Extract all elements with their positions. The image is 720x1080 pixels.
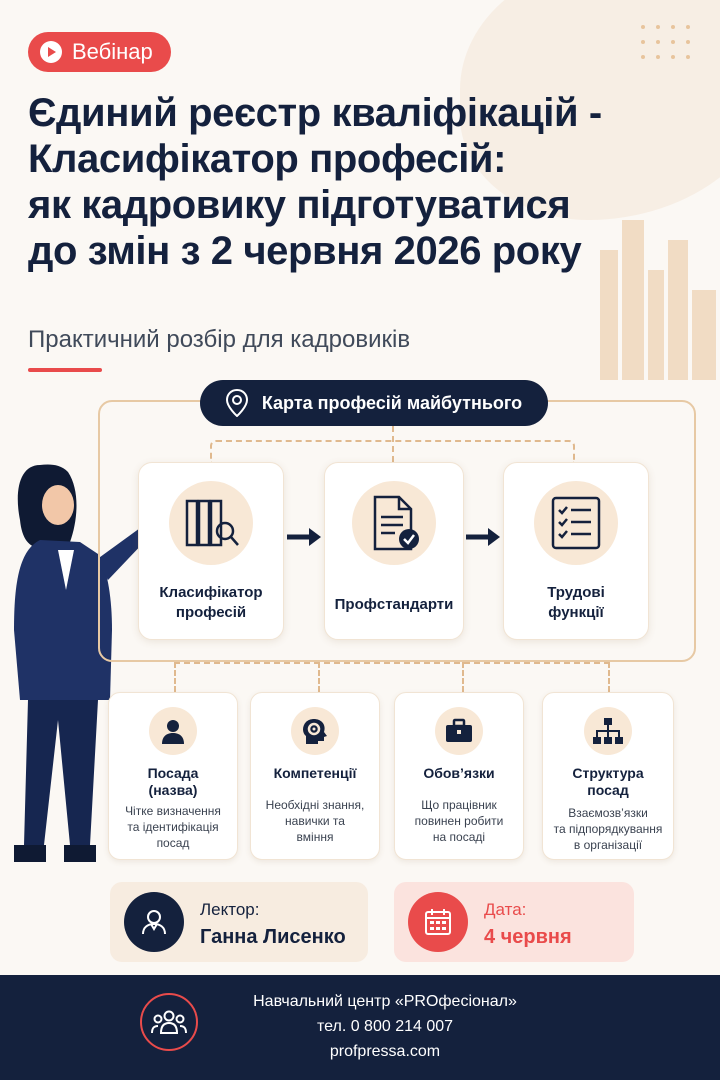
title-line: як кадровику підготуватися xyxy=(28,183,571,227)
subtitle: Практичний розбір для кадровиків xyxy=(28,326,411,353)
page-title xyxy=(28,90,698,274)
career-map-title: Карта професій майбутнього xyxy=(261,392,523,413)
location-pin-icon xyxy=(226,389,248,417)
detail-title: Компетенції xyxy=(273,765,357,781)
detail-description: Чітке визначення та ідентифікація посад xyxy=(125,804,221,850)
career-map-label xyxy=(200,380,548,426)
connector-line xyxy=(392,426,394,462)
map-card-classifier xyxy=(138,462,284,640)
connector-line xyxy=(174,662,610,692)
lecturer-icon xyxy=(138,906,170,938)
accent-underline xyxy=(28,368,102,372)
card-label: Класифікатор професій xyxy=(159,584,263,621)
org-chart-icon xyxy=(592,717,624,745)
detail-icon-circle xyxy=(435,707,483,755)
briefcase-icon xyxy=(444,718,474,744)
arrow-right-icon xyxy=(464,526,502,548)
detail-icon-circle xyxy=(149,707,197,755)
connector-line xyxy=(462,662,464,692)
date-box xyxy=(394,882,634,962)
date-icon-circle xyxy=(408,892,468,952)
calendar-icon xyxy=(422,906,454,938)
map-card-standards xyxy=(324,462,464,640)
date-value: 4 червня xyxy=(484,926,572,948)
card-icon-circle xyxy=(352,481,436,565)
detail-card-position xyxy=(108,692,238,860)
detail-description: Що працівник повинен робити на посаді xyxy=(414,798,504,844)
detail-icon-circle xyxy=(291,707,339,755)
detail-description: Необхідні знання, навички та вміння xyxy=(265,798,365,844)
lecturer-key: Лектор: xyxy=(200,900,260,919)
map-card-functions xyxy=(503,462,649,640)
detail-card-structure xyxy=(542,692,674,860)
card-label: Трудові функції xyxy=(547,584,605,621)
checklist-icon xyxy=(549,494,603,552)
person-icon xyxy=(159,717,187,745)
badge-label: Вебінар xyxy=(72,39,153,64)
lecturer-box xyxy=(110,882,368,962)
play-icon xyxy=(40,41,62,63)
date-key: Дата: xyxy=(484,900,527,919)
arrow-right-icon xyxy=(285,526,323,548)
detail-title: Посада (назва) xyxy=(147,765,199,798)
title-line: Класифікатор професій: xyxy=(28,137,507,181)
title-line: Єдиний реєстр кваліфікацій - xyxy=(28,91,602,135)
connector-line xyxy=(318,662,320,692)
card-icon-circle xyxy=(534,481,618,565)
detail-icon-circle xyxy=(584,707,632,755)
lecturer-avatar xyxy=(124,892,184,952)
detail-title: Структура посад xyxy=(572,765,644,798)
folders-magnifier-icon xyxy=(181,495,241,551)
dots-decoration xyxy=(638,22,698,72)
webinar-badge xyxy=(28,32,171,72)
document-check-icon xyxy=(367,493,421,553)
lecturer-name: Ганна Лисенко xyxy=(200,926,346,948)
detail-title: Обов’язки xyxy=(423,765,495,781)
head-gear-icon xyxy=(300,716,330,746)
org-website[interactable]: profpressa.com xyxy=(329,1043,441,1060)
card-icon-circle xyxy=(169,481,253,565)
footer xyxy=(0,975,720,1080)
detail-description: Взаємозв’язки та підпорядкування в організації xyxy=(553,806,663,852)
org-phone: тел. 0 800 214 007 xyxy=(316,1018,454,1035)
card-label: Профстандарти xyxy=(334,596,454,613)
title-line: до змін з 2 червня 2026 року xyxy=(28,229,582,273)
detail-card-competencies xyxy=(250,692,380,860)
org-name: Навчальний центр «PROфесіонал» xyxy=(253,993,517,1010)
detail-card-duties xyxy=(394,692,524,860)
